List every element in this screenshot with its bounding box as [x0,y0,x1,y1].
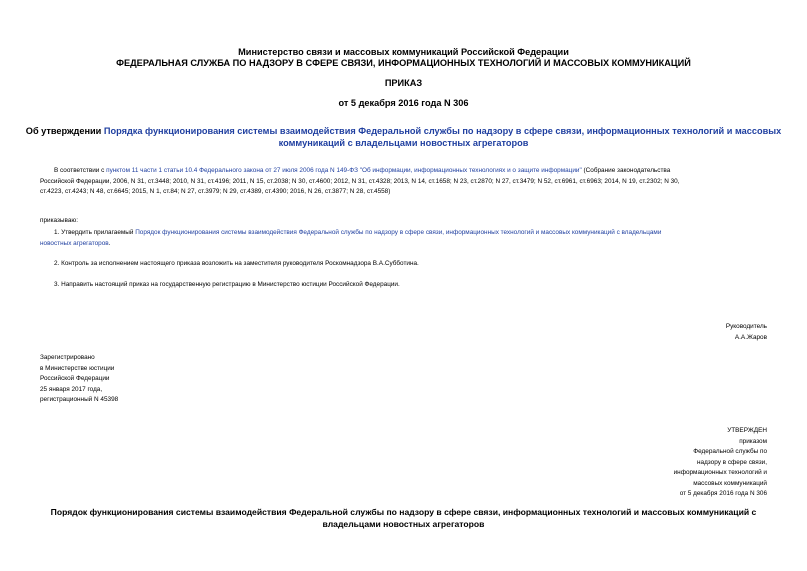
approved-line-3: Федеральной службы по [693,448,767,455]
order-item-1 [40,228,770,249]
order-title-prefix: Об утверждении [25,126,104,136]
procedure-title-line-2: владельцами новостных агрегаторов [322,519,485,529]
procedure-title [0,506,807,530]
item1-prefix: 1. Утвердить прилагаемый [54,229,136,236]
approved-line-4: надзору в сфере связи, [697,458,767,466]
registration-line-1: Зарегистрировано [40,354,95,361]
signature-position: Руководитель [725,323,767,330]
preamble [40,166,770,198]
doc-type-heading: ПРИКАЗ [384,78,423,88]
registration-line-4: 25 января 2017 года, [40,385,103,393]
preamble-rest: (Собрание законодательства [581,167,671,174]
preamble-intro: В соответствии с [54,167,107,174]
approved-block [674,426,767,500]
order-title [0,125,807,149]
preamble-line2: Российской Федерации, 2006, N 31, ст.3448; 2010, N 31, ст.4196; 2011, N 15, ст.2038; N 30, ст.4600; 2012, N 31, ст.4328; 2013, N 14, ст.1658; N 23, ст.2870; N 27, ст.3479; N 52, ст.6961, ст.6963; 2014, N 19, ст.2302; N 30, [40,177,680,185]
registration-line-3: Российской Федерации [40,375,110,382]
registration-line-2: в Министерстве юстиции [40,364,115,372]
procedure-title-line-1: Порядок функционирования системы взаимодействия Федеральной службы по надзору в сфере связи, информационных технологий и массовых коммуникаций с [50,507,757,517]
signature-block [726,322,767,343]
item1-procedure-link[interactable]: Порядок функционирования системы взаимодействия Федеральной службы по надзору в сфере связи, информационных технологий и массовых коммуникаций с владельцами [135,229,662,236]
order-title-link[interactable]: Порядка функционирования системы взаимодействия Федеральной службы по надзору в сфере связи, информационных технологий и массовых [103,126,782,136]
preamble-law-link[interactable]: пунктом 11 части 1 статьи 10.4 Федерального закона от 27 июля 2006 года N 149-ФЗ "Об информации, информационных технологиях и о защите информации" [106,167,582,174]
signature-name: А.А.Жаров [734,333,767,341]
registration-block [40,353,118,406]
order-title-link-cont[interactable]: коммуникаций с владельцами новостных агрегаторов [278,138,529,148]
approved-line-1: УТВЕРЖДЕН [727,427,767,434]
order-item-2: 2. Контроль за исполнением настоящего приказа возложить на заместителя руководителя Роскомнадзора В.А.Субботина. [54,260,419,267]
item1-procedure-link-cont[interactable]: новостных агрегаторов [40,239,109,247]
approved-line-5: информационных технологий и [673,469,767,476]
approved-line-7: от 5 декабря 2016 года N 306 [679,490,767,497]
approved-line-6: массовых коммуникаций [693,479,767,487]
item1-suffix: . [108,239,111,247]
service-heading: ФЕДЕРАЛЬНАЯ СЛУЖБА ПО НАДЗОРУ В СФЕРЕ СВЯЗИ, ИНФОРМАЦИОННЫХ ТЕХНОЛОГИЙ И МАССОВЫХ КОММУНИКАЦИЙ [116,58,691,68]
order-item-3: 3. Направить настоящий приказ на государственную регистрацию в Министерство юстиции Российской Федерации. [54,281,400,288]
order-word: приказываю: [40,217,78,224]
ministry-heading: Министерство связи и массовых коммуникаций Российской Федерации [238,47,569,57]
preamble-line3: ст.4223, ст.4243; N 48, ст.6645; 2015, N 1, ст.84; N 27, ст.3979; N 29, ст.4389, ст.4390; 2016, N 26, ст.3877; N 28, ст.4558) [40,188,391,195]
registration-line-5: регистрационный N 45398 [40,396,119,403]
approved-line-2: приказом [739,437,767,445]
doc-date-number: от 5 декабря 2016 года N 306 [338,98,469,108]
